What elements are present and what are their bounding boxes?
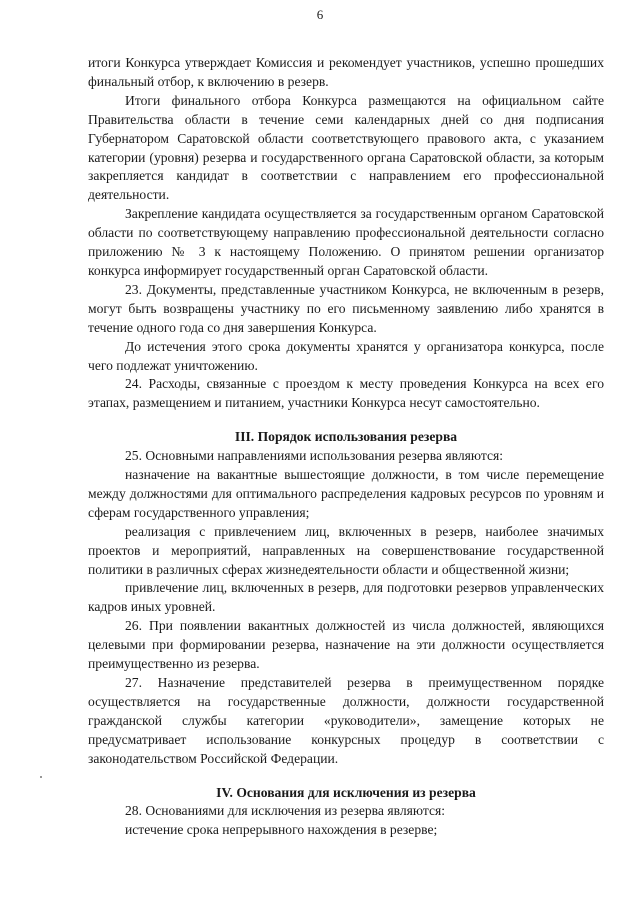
paragraph-24: 24. Расходы, связанные с проездом к месту проведения Конкурса на всех его этапах, размещением и питанием, участники Конкурса несут самостоятельно. <box>88 376 604 411</box>
paragraph-25: 25. Основными направлениями использования резерва являются: <box>125 448 504 464</box>
page-number: 6 <box>316 7 324 22</box>
paragraph-25-item-3: привлечение лиц, включенных в резерв, для подготовки резервов управленческих кадров иных уровней. <box>88 580 604 615</box>
paragraph-25-item-2: реализация с привлечением лиц, включенных в резерв, наиболее значимых проектов и мероприятий, направленных на совершенствование государственной политики в различных сферах жизнедеятельности области и общественной жизни; <box>88 523 604 577</box>
paragraph-23: 23. Документы, представленные участником Конкурса, не включенным в резерв, могут быть возвращены участнику по его письменному заявлению либо хранятся в течение одного года со дня завершения Конкурса. <box>88 281 604 335</box>
paragraph-assignment: Закрепление кандидата осуществляется за государственным органом Саратовской области по соответствующему направлению профессиональной деятельности согласно приложению № 3 к настоящему Положению. О принятом решении организатор конкурса информирует государственный орган Саратовской области. <box>88 206 604 278</box>
section-3-heading: III. Порядок использования резерва <box>234 429 458 445</box>
paragraph-28: 28. Основаниями для исключения из резерва являются: <box>125 803 446 819</box>
paragraph-27: 27. Назначение представителей резерва в преимущественном порядке осуществляется на государственные должности, должности государственной гражданской службы категории «руководители», замещение которых не предусматривает использование конкурсных процедур в соответствии с законодательством Российской Федерации. <box>88 675 604 766</box>
paragraph-continuation: итоги Конкурса утверждает Комиссия и рекомендует участников, успешно прошедших финальный отбор, к включению в резерв. <box>88 55 604 89</box>
paragraph-26: 26. При появлении вакантных должностей из числа должностей, являющихся целевыми при формировании резерва, назначение на эти должности осуществляется преимущественно из резерва. <box>88 618 604 672</box>
paragraph-25-item-1: назначение на вакантные вышестоящие должности, в том числе перемещение между должностями для оптимального распределения кадровых ресурсов по уровням и сферам государственного управления; <box>88 467 604 520</box>
paragraph-final-results: Итоги финального отбора Конкурса размещаются на официальном сайте Правительства области в течение семи календарных дней со дня подписания Губернатором Саратовской области соответствующего правового акта, с указанием категории (уровня) резерва и государственного органа Саратовской области, за которым закрепляется кандидат в соответствии с направлением его профессиональной деятельности. <box>88 92 604 203</box>
paragraph-23-storage: До истечения этого срока документы хранятся у организатора конкурса, после чего подлежат уничтожению. <box>88 338 604 373</box>
paragraph-28-item-1: истечение срока непрерывного нахождения в резерве; <box>125 822 438 838</box>
scan-speck <box>40 776 42 778</box>
document-body <box>88 54 604 840</box>
section-4-heading: IV. Основания для исключения из резерва <box>216 784 476 800</box>
